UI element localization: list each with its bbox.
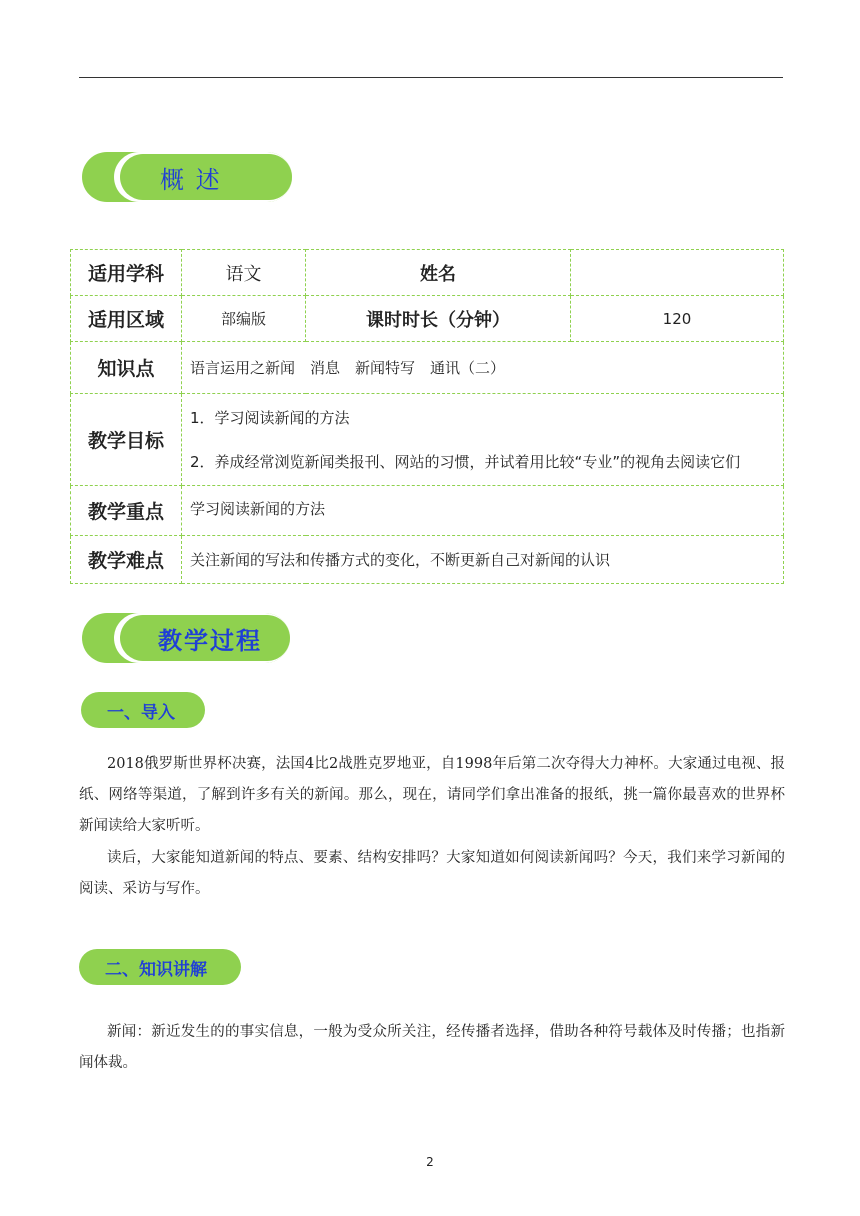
lesson-info-table xyxy=(70,249,784,584)
duration-label: 课时时长（分钟） xyxy=(306,296,571,342)
section-header-overview xyxy=(82,152,292,202)
subsection-knowledge xyxy=(79,949,241,985)
subsection-title: 一、导入 xyxy=(107,702,175,723)
intro-paragraph-1: 2018俄罗斯世界杯决赛，法国4比2战胜克罗地亚，自1998年后第二次夺得大力神杯。大家通过电视、报纸、网络等渠道，了解到许多有关的新闻。那么，现在，请同学们拿出准备的报纸，挑一篇你最喜欢的世界杯新闻读给大家听听。 xyxy=(79,756,785,834)
table-row xyxy=(71,342,784,394)
knowledge-value: 语言运用之新闻 消息 新闻特写 通讯（二） xyxy=(182,342,784,394)
region-label: 适用区域 xyxy=(71,296,182,342)
goal-item-2: 2．养成经常浏览新闻类报刊、网站的习惯，并试着用比较“专业”的视角去阅读它们 xyxy=(190,452,741,471)
goal-cell xyxy=(182,394,784,486)
intro-paragraph-2: 读后，大家能知道新闻的特点、要素、结构安排吗？大家知道如何阅读新闻吗？今天，我们来学习新闻的阅读、采访与写作。 xyxy=(79,850,785,897)
table-row xyxy=(71,394,784,486)
goal-label: 教学目标 xyxy=(71,394,182,486)
page-number: 2 xyxy=(426,1155,434,1169)
focus-value: 学习阅读新闻的方法 xyxy=(182,486,784,536)
difficulty-label: 教学难点 xyxy=(71,536,182,584)
section-title: 概 述 xyxy=(160,165,222,194)
subject-value: 语文 xyxy=(182,250,306,296)
goal-item-1: 1．学习阅读新闻的方法 xyxy=(190,408,350,427)
name-label: 姓名 xyxy=(306,250,571,296)
region-value: 部编版 xyxy=(182,296,306,342)
knowledge-label: 知识点 xyxy=(71,342,182,394)
subject-label: 适用学科 xyxy=(71,250,182,296)
table-row xyxy=(71,486,784,536)
section-header-process xyxy=(82,613,290,663)
focus-label: 教学重点 xyxy=(71,486,182,536)
duration-value: 120 xyxy=(571,296,784,342)
subsection-title: 二、知识讲解 xyxy=(105,959,207,980)
knowledge-paragraph: 新闻：新近发生的的事实信息，一般为受众所关注，经传播者选择，借助各种符号载体及时传播；也指新闻体裁。 xyxy=(79,1024,785,1071)
table-row xyxy=(71,536,784,584)
table-row xyxy=(71,296,784,342)
section-title: 教学过程 xyxy=(158,626,262,655)
table-row xyxy=(71,250,784,296)
subsection-intro xyxy=(81,692,205,728)
difficulty-value: 关注新闻的写法和传播方式的变化，不断更新自己对新闻的认识 xyxy=(182,536,784,584)
header-rule xyxy=(79,77,783,78)
name-value xyxy=(571,250,784,296)
